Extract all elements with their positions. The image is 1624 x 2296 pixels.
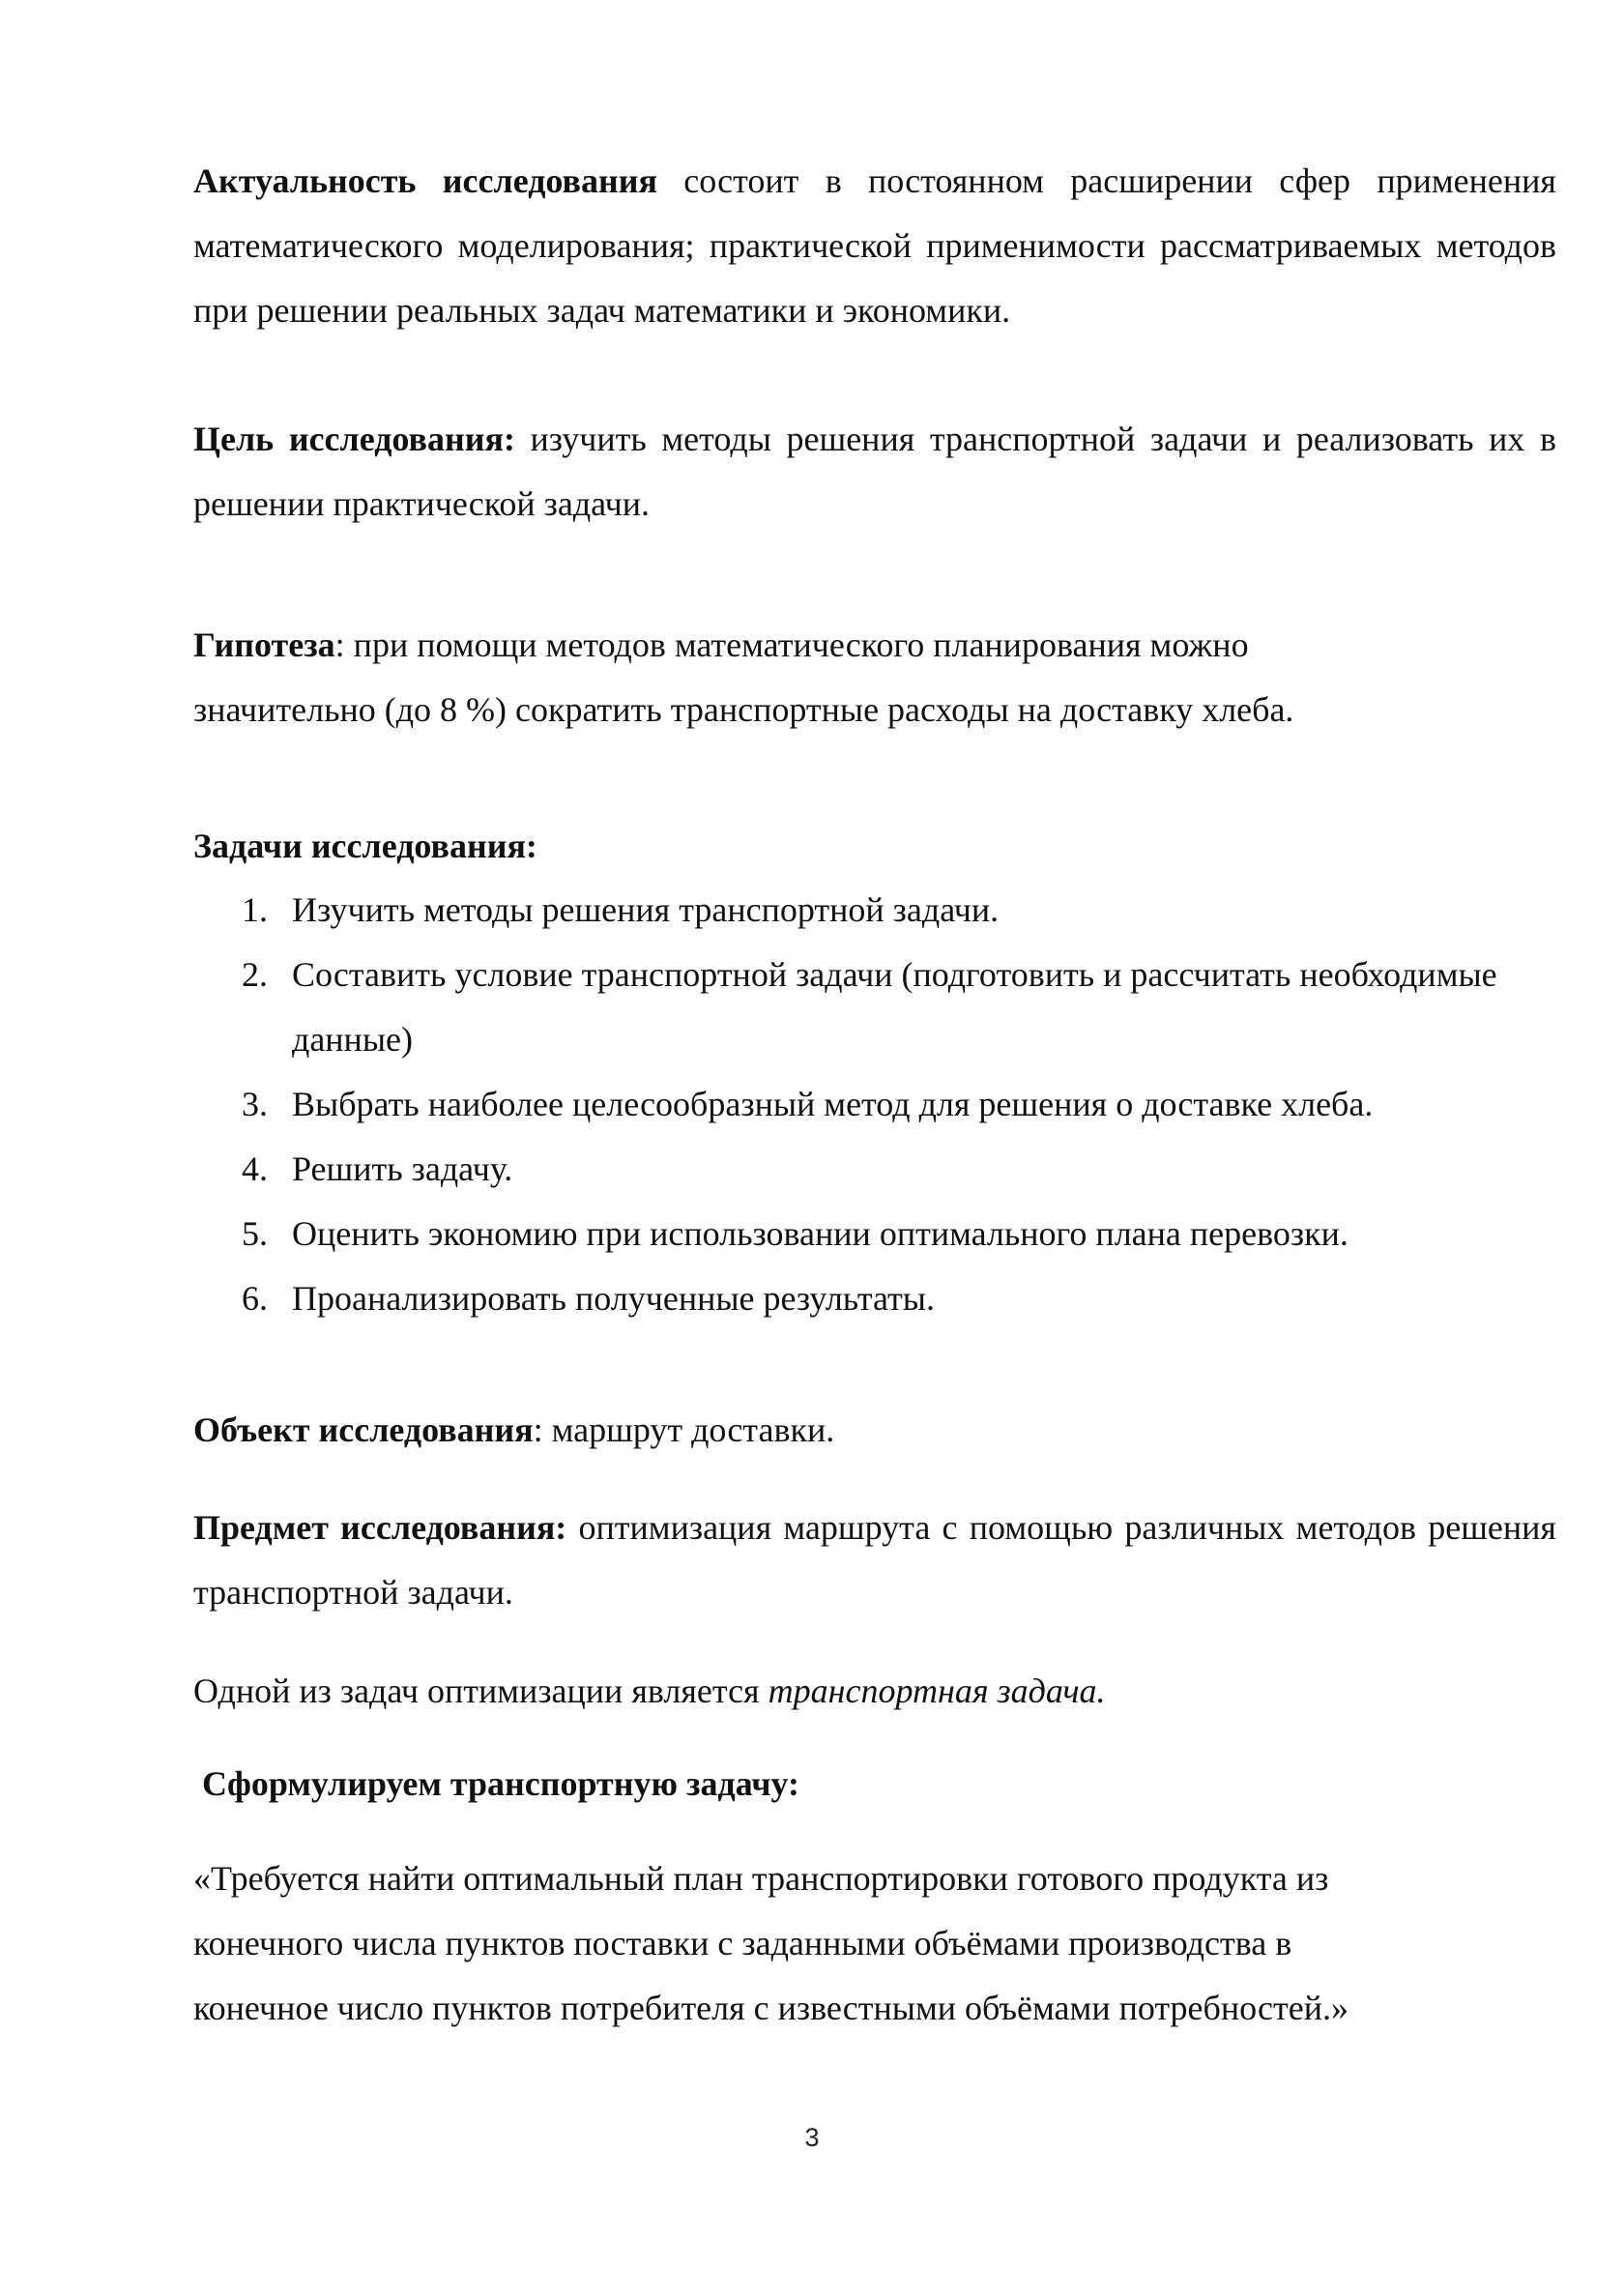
list-item-number: 2. [242,955,268,994]
formulate-heading [193,1752,1565,1816]
list-item-number: 5. [242,1214,268,1253]
optimization-paragraph [193,1659,1556,1724]
relevance-paragraph [193,149,1556,343]
goal-text: изучить методы решения транспортной задачи и реализовать их в решении практической задачи. [193,420,1556,523]
list-item-number: 1. [242,890,268,929]
quote-line-2: конечного числа пунктов поставки с заданными объёмами производства в [193,1924,1292,1962]
list-item [193,1266,1556,1331]
goal-paragraph [193,407,1556,537]
goal-label: Цель исследования: [193,420,515,458]
list-item [193,1137,1556,1202]
list-item-text: Проанализировать полученные результаты. [292,1279,935,1318]
list-item [193,1202,1556,1266]
object-label: Объект исследования [193,1410,534,1449]
relevance-text: состоит в постоянном расширении сфер применения математического моделирования; практической применимости рассматриваемых методов при решении реальных задач математики и экономики. [193,161,1556,330]
tasks-heading [193,814,1556,879]
quote-paragraph [193,1846,1556,2041]
quote-line-3: конечное число пунктов потребителя с известными объёмами потребностей.» [193,1989,1348,2027]
list-item-text: Решить задачу. [292,1149,513,1188]
formulate-heading-text: Сформулируем транспортную задачу: [202,1764,800,1803]
list-item-text: Выбрать наиболее целесообразный метод для решения о доставке хлеба. [292,1085,1374,1123]
list-item-number: 4. [242,1149,268,1188]
object-paragraph [193,1398,1556,1463]
list-item-number: 6. [242,1279,268,1318]
tasks-list [193,878,1556,1331]
page-number: 3 [804,2123,820,2152]
subject-label: Предмет исследования: [193,1508,567,1547]
list-item [193,878,1556,943]
subject-text: оптимизация маршрута с помощью различных методов решения транспортной задачи. [193,1508,1556,1612]
list-item [193,943,1556,1072]
hypothesis-line-2: значительно (до 8 %) сократить транспортные расходы на доставку хлеба. [193,690,1294,729]
hypothesis-text-1: : при помощи методов математического планирования можно [334,625,1249,664]
optimization-italic: транспортная задача. [768,1671,1106,1710]
list-item-text: Изучить методы решения транспортной задачи. [292,890,1000,929]
tasks-heading-text: Задачи исследования: [193,827,537,865]
object-text: : маршрут доставки. [533,1410,835,1449]
list-item-text: Составить условие транспортной задачи (подготовить и рассчитать необходимые данные) [292,955,1497,1059]
relevance-label: Актуальность исследования [193,161,657,200]
subject-paragraph [193,1496,1556,1625]
list-item [193,1072,1556,1137]
hypothesis-label: Гипотеза [193,625,335,664]
optimization-text: Одной из задач оптимизации является [193,1671,768,1710]
quote-line-1: «Требуется найти оптимальный план транспортировки готового продукта из [193,1859,1329,1898]
list-item-number: 3. [242,1085,268,1123]
hypothesis-line-1 [193,613,1556,678]
list-item-text: Оценить экономию при использовании оптимального плана перевозки. [292,1214,1348,1253]
hypothesis-paragraph [193,613,1556,742]
